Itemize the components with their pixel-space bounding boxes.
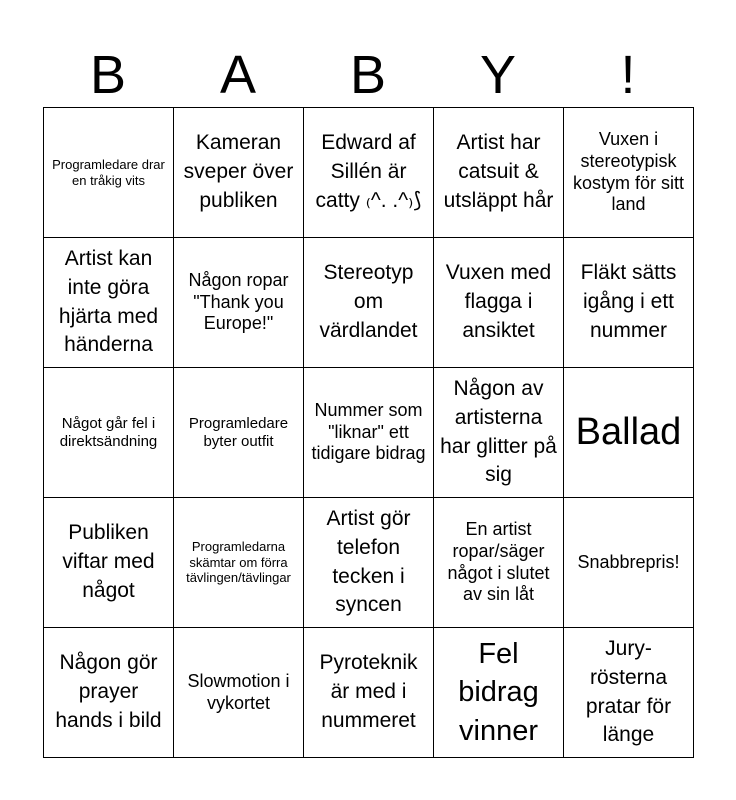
bingo-cell[interactable]: Något går fel i direktsändning xyxy=(44,368,174,498)
bingo-cell[interactable]: Programledare byter outfit xyxy=(174,368,304,498)
header-letter-a: A xyxy=(219,45,257,105)
bingo-cell[interactable]: Publiken viftar med något xyxy=(44,498,174,628)
bingo-cell[interactable]: Artist kan inte göra hjärta med händerna xyxy=(44,238,174,368)
bingo-cell[interactable]: Ballad xyxy=(564,368,694,498)
bingo-cell[interactable]: Programledare drar en tråkig vits xyxy=(44,108,174,238)
bingo-cell[interactable]: Artist gör telefon tecken i syncen xyxy=(304,498,434,628)
bingo-cell[interactable]: Vuxen i stereotypisk kostym för sitt land xyxy=(564,108,694,238)
bingo-cell[interactable]: Artist har catsuit & utsläppt hår xyxy=(434,108,564,238)
bingo-cell[interactable]: Nummer som "liknar" ett tidigare bidrag xyxy=(304,368,434,498)
bingo-cell[interactable]: Pyroteknik är med i nummeret xyxy=(304,628,434,758)
bingo-cell[interactable]: Snabbrepris! xyxy=(564,498,694,628)
bingo-header xyxy=(43,40,693,110)
bingo-cell[interactable]: Slowmotion i vykortet xyxy=(174,628,304,758)
bingo-cell[interactable]: Någon ropar "Thank you Europe!" xyxy=(174,238,304,368)
bingo-cell[interactable]: Vuxen med flagga i ansiktet xyxy=(434,238,564,368)
bingo-grid xyxy=(43,107,694,758)
bingo-cell[interactable]: Edward af Sillén är catty ₍^. .^₎⟆ xyxy=(304,108,434,238)
header-letter-y: Y xyxy=(479,45,517,105)
bingo-cell[interactable]: Någon gör prayer hands i bild xyxy=(44,628,174,758)
bingo-cell[interactable]: Någon av artisterna har glitter på sig xyxy=(434,368,564,498)
bingo-cell[interactable]: Stereotyp om värdlandet xyxy=(304,238,434,368)
bingo-row xyxy=(44,498,694,628)
header-letter-b: B xyxy=(89,45,127,105)
bingo-cell[interactable]: Kameran sveper över publiken xyxy=(174,108,304,238)
bingo-row xyxy=(44,368,694,498)
bingo-cell[interactable]: Fel bidrag vinner xyxy=(434,628,564,758)
bingo-row xyxy=(44,108,694,238)
bingo-cell[interactable]: Fläkt sätts igång i ett nummer xyxy=(564,238,694,368)
bingo-cell[interactable]: Programledarna skämtar om förra tävlingen/tävlingar xyxy=(174,498,304,628)
bingo-cell[interactable]: En artist ropar/säger något i slutet av sin låt xyxy=(434,498,564,628)
bingo-row xyxy=(44,238,694,368)
bingo-row xyxy=(44,628,694,758)
header-letter-exclamation: ! xyxy=(620,45,636,105)
bingo-cell[interactable]: Jury-rösterna pratar för länge xyxy=(564,628,694,758)
header-letter-b-2: B xyxy=(349,45,387,105)
